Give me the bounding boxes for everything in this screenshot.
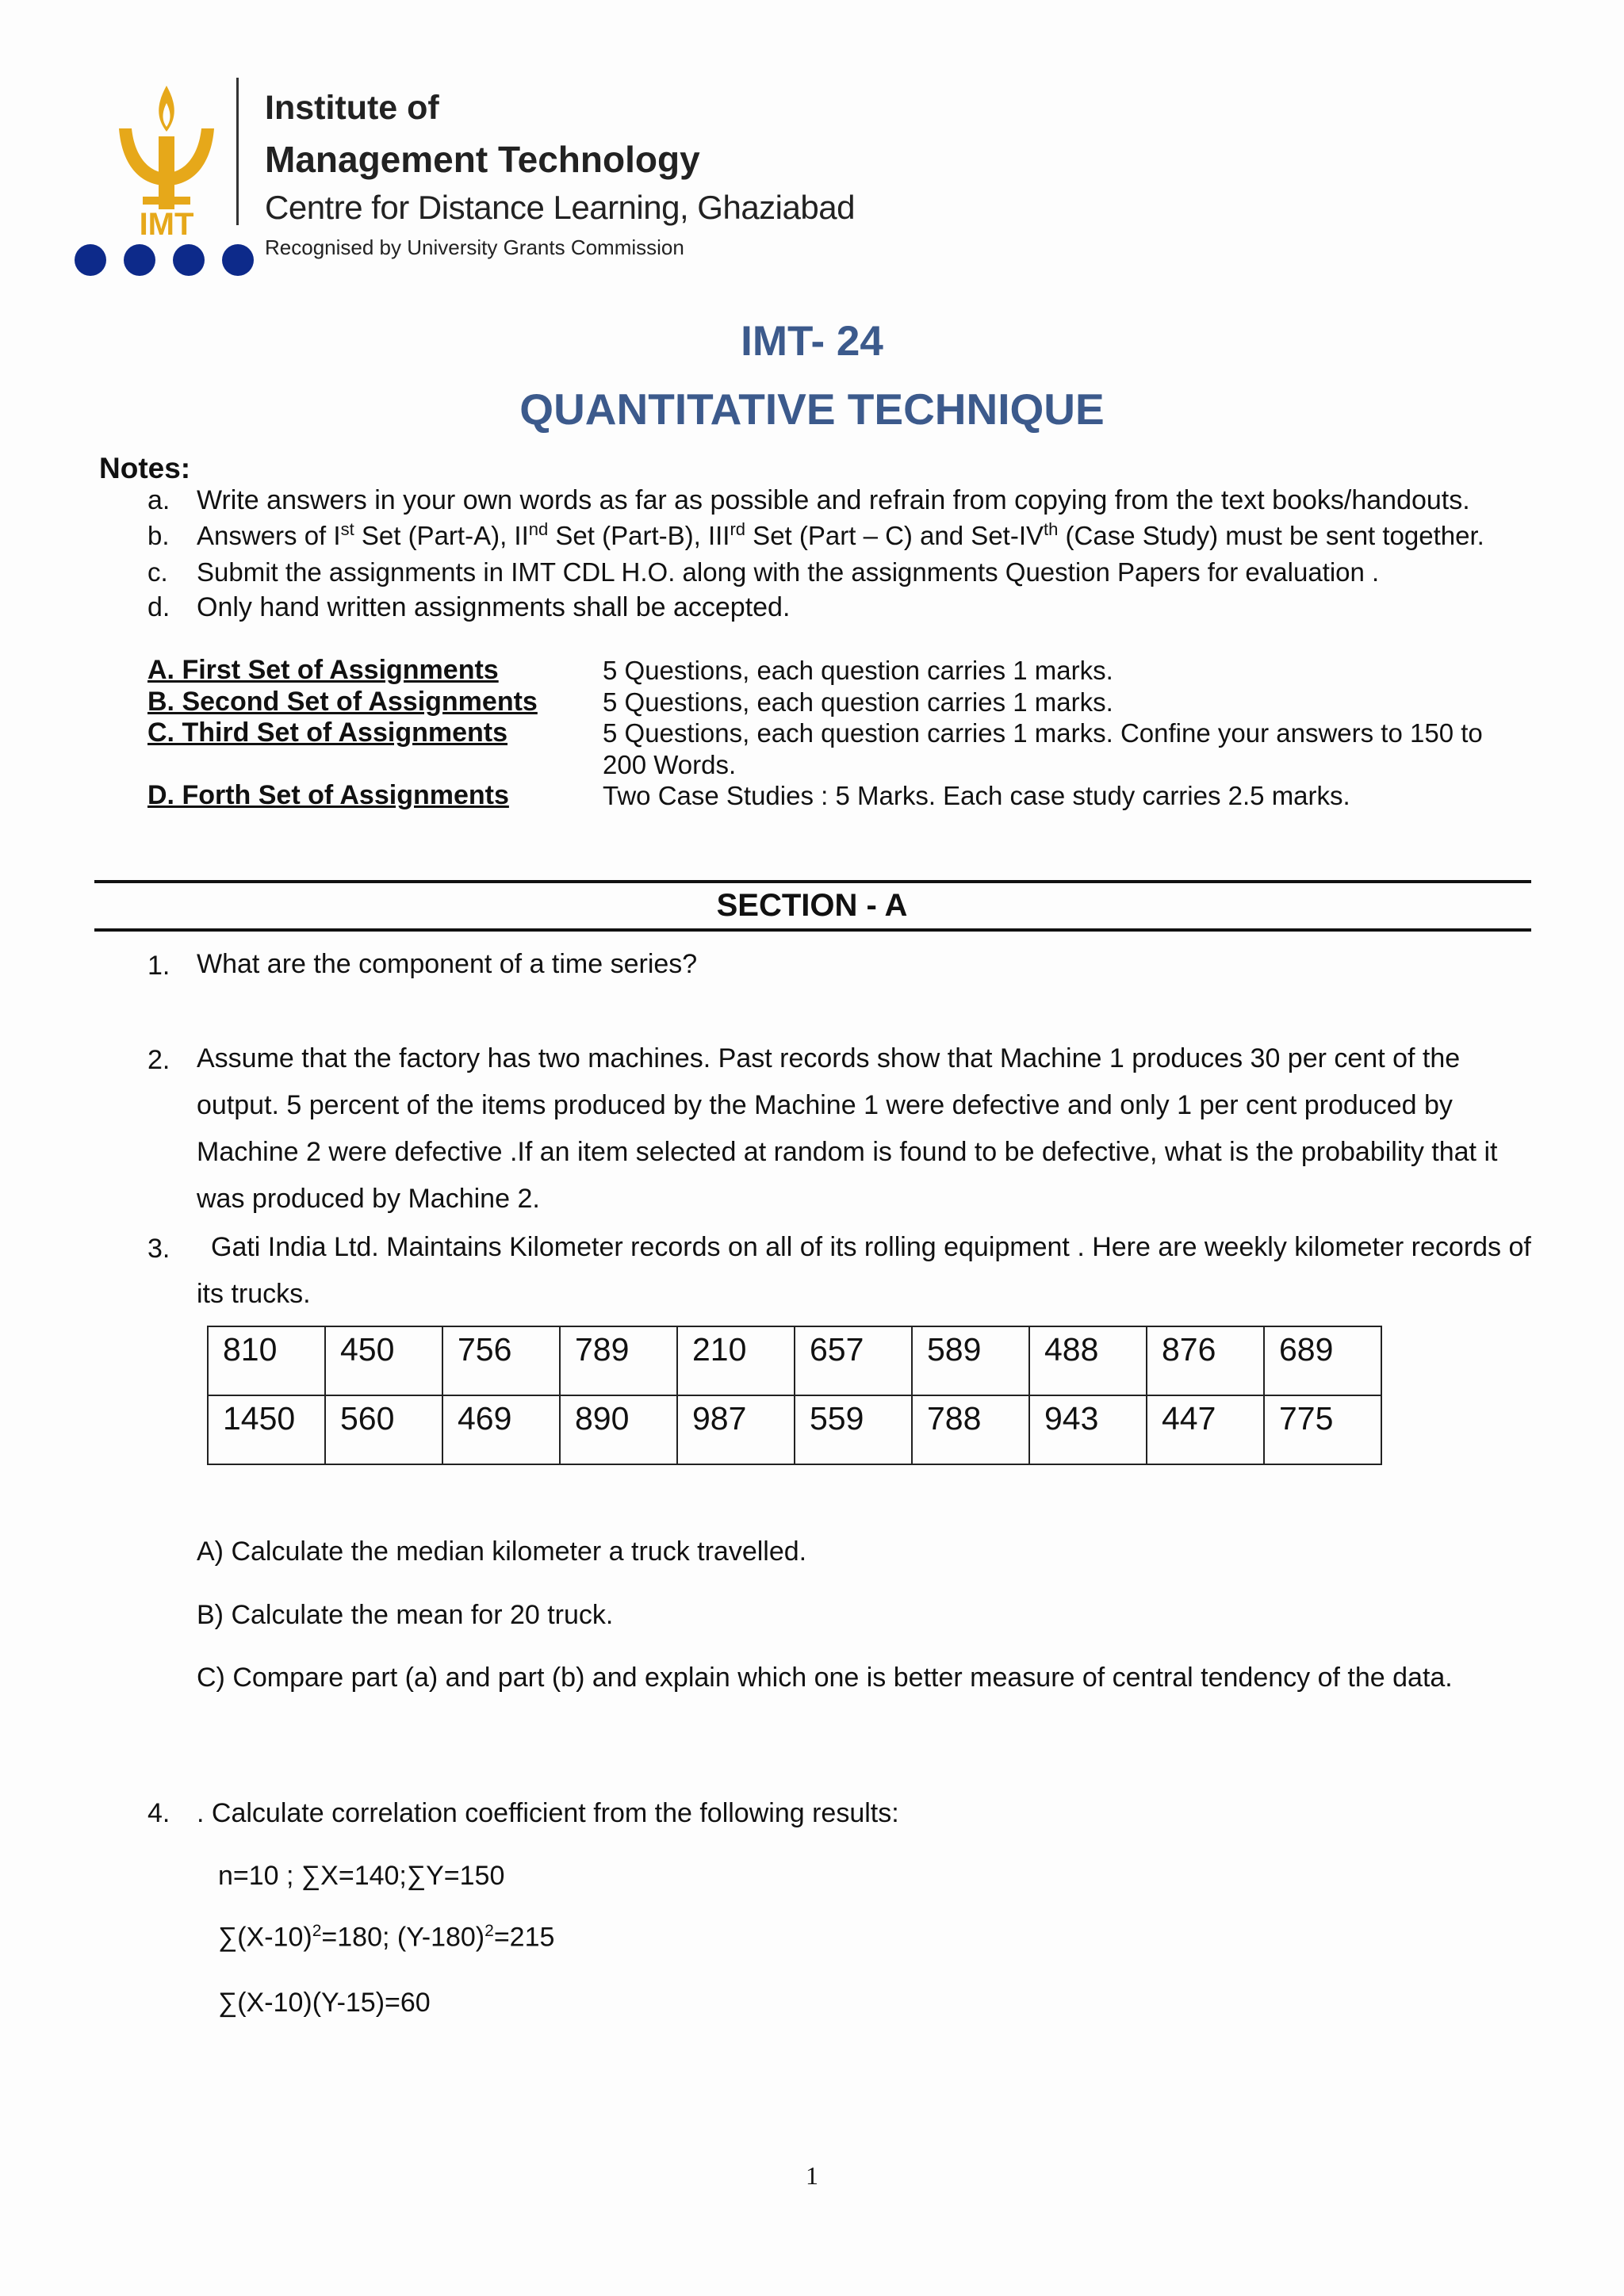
institute-recognition: Recognised by University Grants Commission [265,235,684,259]
note-text: Only hand written assignments shall be accepted. [197,592,791,622]
logo-emblem-text: IMT [139,207,194,238]
table-cell: 469 [442,1395,560,1464]
question-text: Assume that the factory has two machines. Past records show that Machine 1 produces 30 per cent of the output. 5 percent of the items produced by the Machine 1 were defective and only 1 per cent produced by Machine 2 were defective .If an item selected at random is found to be defective, what is the probability that it was produced by Machine 2. [197,1043,1498,1214]
table-cell: 788 [912,1395,1029,1464]
assignment-set-description: 5 Questions, each question carries 1 marks. [603,687,1113,717]
table-cell: 775 [1264,1395,1381,1464]
assignment-set-description: 5 Questions, each question carries 1 marks. [603,656,1113,685]
question-number: 1. [147,951,170,981]
table-cell: 210 [677,1326,795,1395]
table-cell: 756 [442,1326,560,1395]
imt-logo-emblem [111,79,222,238]
course-code: IMT- 24 [741,318,883,365]
institute-name-line2: Management Technology [265,139,700,180]
logo-dots [74,243,258,277]
assignment-set-name: C. Third Set of Assignments [147,718,508,748]
note-marker: a. [147,485,170,515]
table-row [208,1326,1381,1395]
table-cell: 560 [325,1395,442,1464]
sub-question: B) Calculate the mean for 20 truck. [197,1600,614,1630]
table-cell: 890 [560,1395,677,1464]
note-item [147,557,1379,587]
page-number: 1 [806,2161,818,2190]
assignment-set-name: B. Second Set of Assignments [147,687,538,717]
table-cell: 789 [560,1326,677,1395]
note-marker: b. [147,521,170,550]
assignment-set-description: 5 Questions, each question carries 1 marks. Confine your answers to 150 to 200 Words. [603,718,1483,779]
notes-heading: Notes: [99,452,191,484]
sub-question: C) Compare part (a) and part (b) and explain which one is better measure of central tendency of the data. [197,1663,1453,1693]
institute-centre-name: Centre for Distance Learning, Ghaziabad [265,189,855,226]
table-cell: 450 [325,1326,442,1395]
course-title: QUANTITATIVE TECHNIQUE [519,385,1105,434]
section-top-rule [94,880,1531,883]
section-title: SECTION - A [716,888,908,923]
assignment-set-name: A. First Set of Assignments [147,655,499,685]
logo-divider [236,78,239,225]
formula-line: ∑(X-10)(Y-15)=60 [218,1988,431,2018]
note-item [147,485,1470,516]
assignment-set-description: Two Case Studies : 5 Marks. Each case study carries 2.5 marks. [603,781,1350,810]
table-cell: 589 [912,1326,1029,1395]
note-text: Answers of Ist Set (Part-A), IInd Set (Part-B), IIIrd Set (Part – C) and Set-IVth (Case Study) must be sent together. [197,519,1484,550]
formula-line: n=10 ; ∑X=140;∑Y=150 [218,1861,505,1891]
formula-line: $\sum(X-10)^2=180$; $(Y-180)^2=215$ [218,1922,555,1953]
assignment-set-name: D. Forth Set of Assignments [147,780,509,810]
section-bottom-rule [94,928,1531,932]
table-cell: 876 [1147,1326,1264,1395]
table-cell: 488 [1029,1326,1147,1395]
question-text: . Calculate correlation coefficient from the following results: [197,1798,899,1828]
note-marker: d. [147,592,170,622]
question-number: 3. [147,1234,170,1264]
table-cell: 559 [795,1395,912,1464]
table-row [208,1395,1381,1464]
table-cell: 1450 [208,1395,325,1464]
question-number: 4. [147,1798,170,1828]
table-cell: 447 [1147,1395,1264,1464]
institute-name-line1: Institute of [265,89,439,127]
table-cell: 987 [677,1395,795,1464]
note-item [147,519,1484,551]
note-text: Write answers in your own words as far as possible and refrain from copying from the text books/handouts. [197,485,1470,515]
table-cell: 689 [1264,1326,1381,1395]
question-text: What are the component of a time series? [197,949,698,979]
table-cell: 657 [795,1326,912,1395]
note-text: Submit the assignments in IMT CDL H.O. along with the assignments Question Papers for evaluation . [197,557,1380,587]
question-number: 2. [147,1045,170,1075]
sub-question: A) Calculate the median kilometer a truck travelled. [197,1536,807,1567]
table-cell: 943 [1029,1395,1147,1464]
table-cell: 810 [208,1326,325,1395]
kilometer-records-table [207,1326,1382,1465]
note-item [147,592,790,623]
note-marker: c. [147,557,168,587]
question-text: Gati India Ltd. Maintains Kilometer records on all of its rolling equipment . Here are weekly kilometer records of its trucks. [197,1232,1531,1309]
